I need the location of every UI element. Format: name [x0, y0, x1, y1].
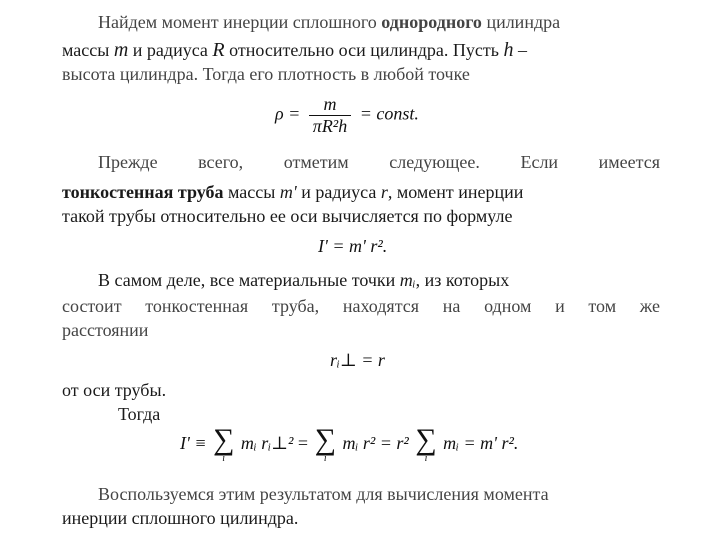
bold-term: тонкостенная труба [62, 182, 224, 202]
sum-term-3: mᵢ [443, 433, 460, 454]
paragraph-tube-line1: Прежде всего, отметим следующее. Если имеется [98, 152, 660, 172]
paragraph-then: Тогда [118, 404, 161, 424]
sum-symbol: ∑ i [213, 423, 235, 464]
equals: = m' r². [463, 433, 519, 454]
text: относительно оси цилиндра. Пусть [224, 40, 504, 60]
paragraph-tube-line2 [62, 180, 660, 204]
paragraph-intro-line2 [62, 38, 660, 62]
formula-lhs: I' ≡ [180, 433, 207, 454]
equals: = r² [379, 433, 409, 454]
fraction [309, 94, 351, 137]
paragraph-conclusion-line1: Воспользуемся этим результатом для вычисления момента [98, 484, 549, 504]
formula-tube: I' = m' r². [318, 236, 388, 256]
text: – [513, 40, 527, 60]
sum-term-1: mᵢ rᵢ⊥² [240, 433, 294, 454]
paragraph-points-line3: расстоянии [62, 320, 149, 340]
text: и радиуса [128, 40, 213, 60]
var-r: r [380, 182, 388, 202]
sum-symbol: ∑ i [415, 423, 437, 464]
text: , момент инерции [387, 182, 524, 202]
formula-density [275, 94, 419, 137]
paragraph-axis: от оси трубы. [62, 380, 167, 400]
var-R: R [212, 39, 225, 61]
text: Найдем момент инерции сплошного [98, 12, 382, 32]
text: и радиуса [296, 182, 381, 202]
formula-lhs: ρ = [275, 103, 301, 124]
equals: = [297, 433, 309, 454]
text: В самом деле, все материальные точки [98, 270, 400, 290]
paragraph-intro-line3: высота цилиндра. Тогда его плотность в любой точке [62, 64, 470, 84]
paragraph-intro-line1 [62, 10, 660, 34]
var-m-prime: m' [279, 182, 297, 202]
text: , из которых [415, 270, 510, 290]
sum-index: i [424, 453, 428, 464]
paragraph-tube-line3: такой трубы относительно ее оси вычисляется по формуле [62, 206, 513, 226]
var-h: h [503, 39, 514, 61]
sum-term-2: mᵢ r² [342, 433, 376, 454]
paragraph-points-line1 [62, 268, 660, 292]
formula-rhs: = const. [359, 103, 419, 124]
numerator: m [323, 94, 337, 114]
sum-index: i [222, 453, 226, 464]
var-mi: mᵢ [399, 270, 416, 290]
sum-index: i [323, 453, 327, 464]
paragraph-conclusion-line2: инерции сплошного цилиндра. [62, 508, 299, 528]
paragraph-points-line2: состоит тонкостенная труба, находятся на одном и том же [62, 296, 660, 316]
formula-distance: rᵢ⊥ = r [330, 350, 385, 370]
bold-word: однородного [381, 12, 482, 32]
var-m: m [113, 39, 129, 61]
formula-sum [180, 423, 519, 464]
text: массы [223, 182, 280, 202]
sum-symbol: ∑ i [314, 423, 336, 464]
text: цилиндра [481, 12, 561, 32]
denominator: πR²h [309, 115, 351, 137]
text: массы [62, 40, 114, 60]
